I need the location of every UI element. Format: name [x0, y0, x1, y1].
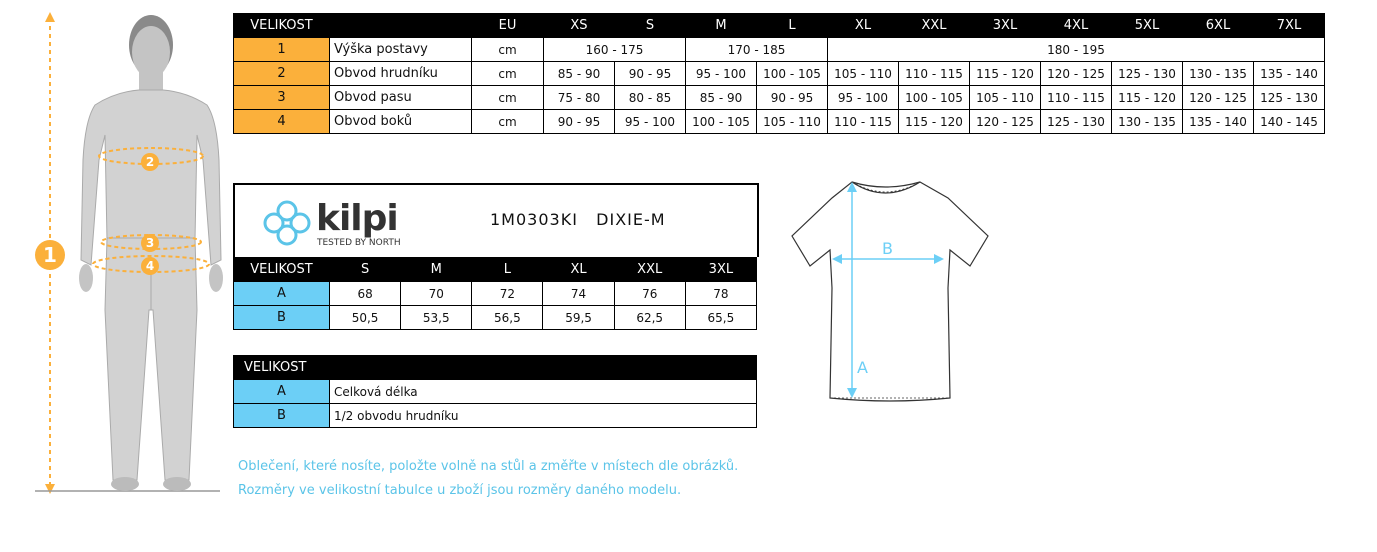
- table-cell: 85 - 90: [686, 86, 757, 110]
- legend-text: Celková délka: [330, 380, 757, 404]
- header-blank: [330, 14, 472, 38]
- table-cell: 56,5: [472, 306, 543, 330]
- shirt-label-a: A: [857, 358, 868, 377]
- row-label: A: [234, 282, 330, 306]
- row-unit: cm: [472, 110, 544, 134]
- kilpi-logo-icon: [258, 198, 316, 248]
- table-cell: 180 - 195: [828, 38, 1325, 62]
- table-cell: 65,5: [685, 306, 756, 330]
- table-cell: 95 - 100: [828, 86, 899, 110]
- table-cell: 68: [330, 282, 401, 306]
- header-eu: EU: [472, 14, 544, 38]
- table-cell: 110 - 115: [899, 62, 970, 86]
- table-cell: 125 - 130: [1112, 62, 1183, 86]
- table-cell: 160 - 175: [544, 38, 686, 62]
- header-size: XL: [543, 258, 614, 282]
- product-size-table: [233, 257, 757, 330]
- row-label: B: [234, 404, 330, 428]
- header-size: 3XL: [685, 258, 756, 282]
- table-cell: 120 - 125: [1041, 62, 1112, 86]
- brand-tagline: TESTED BY NORTH: [317, 238, 401, 248]
- table-cell: 130 - 135: [1112, 110, 1183, 134]
- table-row: [234, 306, 757, 330]
- table-cell: 110 - 115: [828, 110, 899, 134]
- table-cell: 90 - 95: [615, 62, 686, 86]
- table-row: [234, 62, 1325, 86]
- row-unit: cm: [472, 38, 544, 62]
- table-cell: 100 - 105: [686, 110, 757, 134]
- header-size: 3XL: [970, 14, 1041, 38]
- table-cell: 95 - 100: [615, 110, 686, 134]
- row-number: 3: [234, 86, 330, 110]
- table-cell: 125 - 130: [1041, 110, 1112, 134]
- hip-marker-label: 4: [145, 259, 155, 273]
- table-cell: 90 - 95: [757, 86, 828, 110]
- header-blank: [330, 356, 757, 380]
- hip-marker: [141, 257, 159, 275]
- chest-marker-label: 2: [145, 155, 155, 169]
- note-line: Oblečení, které nosíte, položte volně na stůl a změřte v místech dle obrázků.: [238, 459, 739, 474]
- row-label: Obvod boků: [330, 110, 472, 134]
- table-cell: 53,5: [401, 306, 472, 330]
- legend-text: 1/2 obvodu hrudníku: [330, 404, 757, 428]
- table-cell: 115 - 120: [899, 110, 970, 134]
- table-cell: 50,5: [330, 306, 401, 330]
- table-cell: 80 - 85: [615, 86, 686, 110]
- table-cell: 72: [472, 282, 543, 306]
- waist-marker-label: 3: [145, 236, 155, 250]
- row-label: B: [234, 306, 330, 330]
- table-cell: 105 - 110: [828, 62, 899, 86]
- table-cell: 120 - 125: [970, 110, 1041, 134]
- header-size: 4XL: [1041, 14, 1112, 38]
- table-cell: 59,5: [543, 306, 614, 330]
- row-label: A: [234, 380, 330, 404]
- table-cell: 110 - 115: [1041, 86, 1112, 110]
- table-row: [234, 282, 757, 306]
- table-cell: 125 - 130: [1254, 86, 1325, 110]
- table-row: [234, 404, 757, 428]
- tshirt-measurement-diagram: [790, 178, 990, 408]
- table-cell: 100 - 105: [899, 86, 970, 110]
- table-row: [234, 38, 1325, 62]
- header-size: 6XL: [1183, 14, 1254, 38]
- table-cell: 130 - 135: [1183, 62, 1254, 86]
- size-chart-header-row: [234, 14, 1325, 38]
- table-cell: 115 - 120: [970, 62, 1041, 86]
- waist-marker: [141, 234, 159, 252]
- table-row: [234, 110, 1325, 134]
- table-cell: 135 - 140: [1254, 62, 1325, 86]
- table-cell: 75 - 80: [544, 86, 615, 110]
- table-cell: 78: [685, 282, 756, 306]
- product-name: 1M0303KI DIXIE-M: [490, 210, 666, 229]
- row-number: 1: [234, 38, 330, 62]
- header-size: S: [330, 258, 401, 282]
- table-cell: 85 - 90: [544, 62, 615, 86]
- header-size: XS: [544, 14, 615, 38]
- table-cell: 62,5: [614, 306, 685, 330]
- size-chart-table: [233, 13, 1325, 134]
- table-row: [234, 86, 1325, 110]
- header-size: 7XL: [1254, 14, 1325, 38]
- header-size: M: [401, 258, 472, 282]
- row-number: 2: [234, 62, 330, 86]
- row-label: Výška postavy: [330, 38, 472, 62]
- table-cell: 170 - 185: [686, 38, 828, 62]
- row-unit: cm: [472, 86, 544, 110]
- table-cell: 105 - 110: [757, 110, 828, 134]
- row-number: 4: [234, 110, 330, 134]
- header-size: L: [757, 14, 828, 38]
- table-cell: 76: [614, 282, 685, 306]
- header-velikost: VELIKOST: [234, 356, 330, 380]
- table-row: [234, 380, 757, 404]
- row-label: Obvod hrudníku: [330, 62, 472, 86]
- shirt-label-b: B: [882, 239, 893, 258]
- brand-name: kilpi: [316, 198, 398, 239]
- table-cell: 90 - 95: [544, 110, 615, 134]
- header-size: XXL: [614, 258, 685, 282]
- header-size: XL: [828, 14, 899, 38]
- header-size: XXL: [899, 14, 970, 38]
- table-cell: 100 - 105: [757, 62, 828, 86]
- header-velikost: VELIKOST: [234, 258, 330, 282]
- table-cell: 95 - 100: [686, 62, 757, 86]
- row-unit: cm: [472, 62, 544, 86]
- table-cell: 105 - 110: [970, 86, 1041, 110]
- product-size-header-row: [234, 258, 757, 282]
- header-size: 5XL: [1112, 14, 1183, 38]
- table-cell: 140 - 145: [1254, 110, 1325, 134]
- measurement-legend-table: [233, 355, 757, 428]
- row-label: Obvod pasu: [330, 86, 472, 110]
- table-cell: 70: [401, 282, 472, 306]
- header-velikost: VELIKOST: [234, 14, 330, 38]
- table-cell: 120 - 125: [1183, 86, 1254, 110]
- header-size: S: [615, 14, 686, 38]
- legend-header-row: [234, 356, 757, 380]
- height-marker-label: 1: [43, 243, 57, 267]
- chest-marker: [141, 153, 159, 171]
- header-size: L: [472, 258, 543, 282]
- table-cell: 115 - 120: [1112, 86, 1183, 110]
- header-size: M: [686, 14, 757, 38]
- height-marker: [35, 240, 65, 270]
- table-cell: 74: [543, 282, 614, 306]
- note-line: Rozměry ve velikostní tabulce u zboží jsou rozměry daného modelu.: [238, 483, 682, 498]
- table-cell: 135 - 140: [1183, 110, 1254, 134]
